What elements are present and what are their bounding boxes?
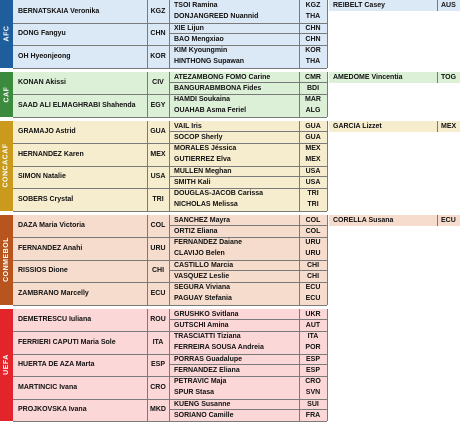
assistant-country-code: ESP [299, 365, 327, 376]
assistant-referee-name: PAGUAY Stefania [169, 293, 299, 304]
referee-name: SAAD ALI ELMAGHRABI Shahenda [13, 94, 147, 117]
column-divider [327, 72, 328, 117]
assistant-country-code: COL [299, 215, 327, 226]
referee-country-code: KGZ [147, 0, 169, 23]
assistant-referee-name: MULLEN Meghan [169, 166, 299, 177]
assistant-country-code: TRI [299, 199, 327, 210]
row-divider [13, 399, 327, 400]
column-divider [437, 121, 438, 132]
assistant-country-code: SVN [299, 387, 327, 398]
referee-name: HERNANDEZ Karen [13, 143, 147, 166]
row-divider [13, 305, 327, 306]
column-divider [169, 72, 170, 117]
assistant-referee-name: GUTSCHI Amina [169, 320, 299, 331]
referee-name: FERRIERI CAPUTI Maria Sole [13, 331, 147, 354]
column-divider [169, 0, 170, 68]
support-country-code: ECU [437, 215, 460, 226]
assistant-referee-name: BANGURABMBONA Fides [169, 83, 299, 94]
column-divider [299, 0, 300, 68]
assistant-referee-name: SORIANO Camille [169, 410, 299, 421]
assistant-country-code: MAR [299, 94, 327, 105]
column-divider [147, 72, 148, 117]
assistant-country-code: ECU [299, 282, 327, 293]
assistant-referee-name: PETRAVIC Maja [169, 376, 299, 387]
confederation-name: CONMEBOL [3, 237, 10, 282]
assistant-country-code: ESP [299, 354, 327, 365]
column-divider [169, 309, 170, 422]
assistant-referee-name: SEGURA Viviana [169, 282, 299, 293]
referee-name: SIMON Natalie [13, 166, 147, 189]
referee-country-code: CHI [147, 260, 169, 283]
assistant-country-code: KOR [299, 45, 327, 56]
referee-name: FERNANDEZ Anahi [13, 237, 147, 260]
assistant-country-code: CHN [299, 34, 327, 45]
assistant-country-code: GUA [299, 121, 327, 132]
referee-name: DONG Fangyu [13, 23, 147, 46]
assistant-referee-name: PORRAS Guadalupe [169, 354, 299, 365]
referee-country-code: CIV [147, 72, 169, 95]
referee-country-code: COL [147, 215, 169, 238]
row-divider [13, 331, 327, 332]
column-divider [437, 0, 438, 11]
row-divider [13, 94, 327, 95]
confederation-label-uefa [0, 309, 13, 422]
support-country-code: MEX [437, 121, 460, 132]
assistant-referee-name: TRASCIATTI Tiziana [169, 331, 299, 342]
column-divider [147, 121, 148, 211]
column-divider [169, 121, 170, 211]
assistant-country-code: ITA [299, 331, 327, 342]
referee-country-code: CRO [147, 376, 169, 399]
assistant-referee-name: CLAVIJO Belen [169, 248, 299, 259]
assistant-referee-name: XIE Lijun [169, 23, 299, 34]
referee-country-code: CHN [147, 23, 169, 46]
referee-name: DEMETRESCU Iuliana [13, 309, 147, 332]
row-divider [13, 143, 327, 144]
row-divider [13, 68, 327, 69]
assistant-country-code: BDI [299, 83, 327, 94]
column-divider [437, 215, 438, 226]
assistant-country-code: MEX [299, 154, 327, 165]
confederation-name: CONCACAF [3, 143, 10, 188]
assistant-referee-name: GRUSHKO Svitlana [169, 309, 299, 320]
assistant-referee-name: VASQUEZ Leslie [169, 271, 299, 282]
confederation-label-conmebol [0, 215, 13, 305]
row-divider [13, 117, 327, 118]
referee-name: SOBERS Crystal [13, 188, 147, 211]
referee-name: HUERTA DE AZA Marta [13, 354, 147, 377]
assistant-referee-name: SOCOP Sherly [169, 132, 299, 143]
referee-name: ZAMBRANO Marcelly [13, 282, 147, 305]
row-divider [13, 282, 327, 283]
assistant-referee-name: FERNANDEZ Eliana [169, 365, 299, 376]
assistant-country-code: URU [299, 237, 327, 248]
assistant-country-code: MEX [299, 143, 327, 154]
assistant-country-code: AUT [299, 320, 327, 331]
referee-name: RISSIOS Dione [13, 260, 147, 283]
assistant-referee-name: FERREIRA SOUSA Andreia [169, 342, 299, 353]
column-divider [147, 215, 148, 305]
referee-country-code: KOR [147, 45, 169, 68]
confederation-name: CAF [3, 86, 11, 102]
referee-name: KONAN Akissi [13, 72, 147, 95]
assistant-referee-name: CASTILLO Marcia [169, 260, 299, 271]
confederation-name: AFC [3, 25, 11, 42]
referee-name: OH Hyeonjeong [13, 45, 147, 68]
assistant-referee-name: GUTIERREZ Elva [169, 154, 299, 165]
row-divider [13, 45, 327, 46]
referee-country-code: GUA [147, 121, 169, 144]
assistant-country-code: THA [299, 56, 327, 67]
column-divider [327, 215, 328, 305]
assistant-country-code: GUA [299, 132, 327, 143]
assistant-country-code: FRA [299, 410, 327, 421]
column-divider [327, 121, 328, 211]
assistant-referee-name: ATEZAMBONG FOMO Carine [169, 72, 299, 83]
column-divider [299, 72, 300, 117]
row-divider [13, 211, 327, 212]
support-country-code: TOG [437, 72, 460, 83]
column-divider [437, 72, 438, 83]
row-divider [13, 260, 327, 261]
assistant-referee-name: SMITH Kali [169, 177, 299, 188]
referee-country-code: MKD [147, 399, 169, 422]
assistant-referee-name: HAMDI Soukaina [169, 94, 299, 105]
assistant-country-code: CHI [299, 271, 327, 282]
assistant-country-code: URU [299, 248, 327, 259]
assistant-referee-name: HINTHONG Supawan [169, 56, 299, 67]
referee-country-code: MEX [147, 143, 169, 166]
referee-country-code: ECU [147, 282, 169, 305]
confederation-label-caf [0, 72, 13, 117]
column-divider [299, 121, 300, 211]
confederation-name: UEFA [3, 354, 11, 376]
assistant-referee-name: ORTIZ Eliana [169, 226, 299, 237]
row-divider [13, 23, 327, 24]
referee-country-code: ROU [147, 309, 169, 332]
referee-country-code: TRI [147, 188, 169, 211]
column-divider [299, 215, 300, 305]
support-referee-name: CORELLA Susana [329, 215, 437, 226]
referee-country-code: ITA [147, 331, 169, 354]
assistant-referee-name: NICHOLAS Melissa [169, 199, 299, 210]
referee-name: DAZA Maria Victoria [13, 215, 147, 238]
assistant-referee-name: KIM Kyoungmin [169, 45, 299, 56]
assistant-referee-name: SPUR Stasa [169, 387, 299, 398]
column-divider [299, 309, 300, 422]
row-divider [13, 188, 327, 189]
confederation-label-concacaf [0, 121, 13, 211]
column-divider [169, 215, 170, 305]
assistant-country-code: CRO [299, 376, 327, 387]
assistant-referee-name: KUENG Susanne [169, 399, 299, 410]
assistant-referee-name: DOUGLAS-JACOB Carissa [169, 188, 299, 199]
column-divider [147, 0, 148, 68]
referee-country-code: ESP [147, 354, 169, 377]
assistant-country-code: UKR [299, 309, 327, 320]
assistant-country-code: ECU [299, 293, 327, 304]
referee-country-code: USA [147, 166, 169, 189]
assistant-referee-name: VAIL Iris [169, 121, 299, 132]
support-referee-name: GARCIA Lizzet [329, 121, 437, 132]
assistant-country-code: USA [299, 166, 327, 177]
referee-country-code: EGY [147, 94, 169, 117]
column-divider [327, 309, 328, 422]
referee-name: PROJKOVSKA Ivana [13, 399, 147, 422]
assistant-country-code: USA [299, 177, 327, 188]
row-divider [13, 166, 327, 167]
assistant-country-code: THA [299, 11, 327, 22]
support-referee-name: AMEDOME Vincentia [329, 72, 437, 83]
support-referee-name: REIBELT Casey [329, 0, 437, 11]
referee-name: GRAMAJO Astrid [13, 121, 147, 144]
row-divider [13, 237, 327, 238]
assistant-referee-name: BAO Mengxiao [169, 34, 299, 45]
row-divider [13, 354, 327, 355]
column-divider [147, 309, 148, 422]
referee-country-code: URU [147, 237, 169, 260]
assistant-referee-name: OUAHAB Asma Feriel [169, 105, 299, 116]
assistant-country-code: CHI [299, 260, 327, 271]
assistant-referee-name: DONJANGREED Nuannid [169, 11, 299, 22]
assistant-country-code: CMR [299, 72, 327, 83]
assistant-referee-name: MORALES Jéssica [169, 143, 299, 154]
column-divider [327, 0, 328, 68]
confederation-label-afc [0, 0, 13, 68]
referee-name: MARTINCIC Ivana [13, 376, 147, 399]
assistant-country-code: ALG [299, 105, 327, 116]
assistant-country-code: POR [299, 342, 327, 353]
assistant-country-code: TRI [299, 188, 327, 199]
assistant-country-code: COL [299, 226, 327, 237]
assistant-referee-name: SANCHEZ Mayra [169, 215, 299, 226]
row-divider [13, 376, 327, 377]
assistant-referee-name: TSOI Ramina [169, 0, 299, 11]
assistant-country-code: CHN [299, 23, 327, 34]
referee-name: BERNATSKAIA Veronika [13, 0, 147, 23]
assistant-referee-name: FERNANDEZ Daiane [169, 237, 299, 248]
support-country-code: AUS [437, 0, 460, 11]
assistant-country-code: SUI [299, 399, 327, 410]
assistant-country-code: KGZ [299, 0, 327, 11]
